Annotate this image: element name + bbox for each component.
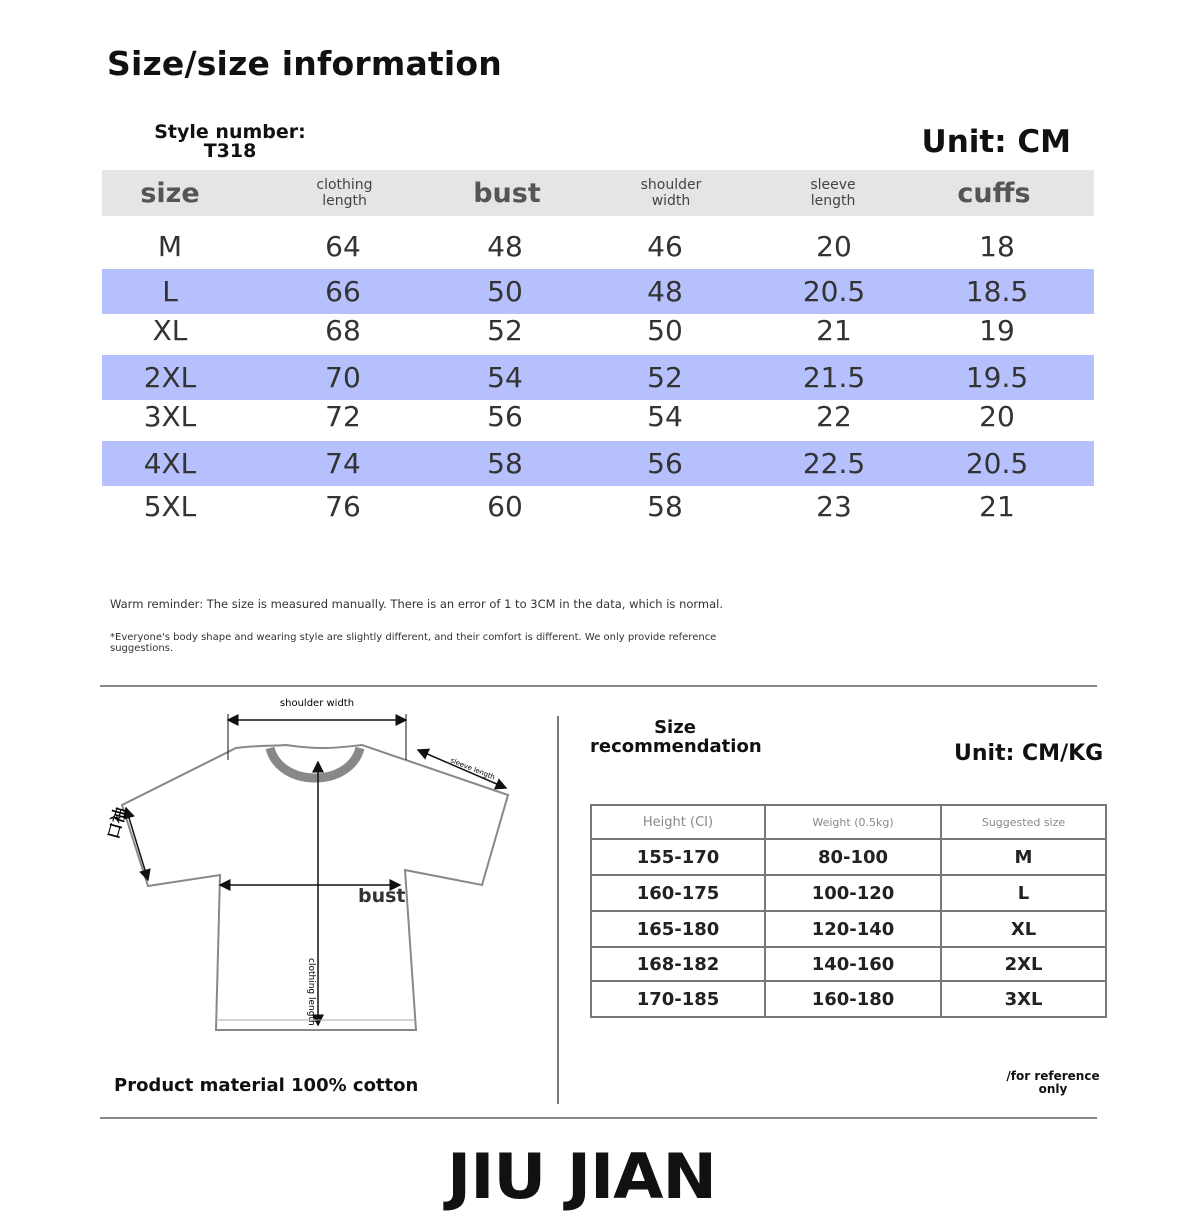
size-cell: 22.5: [802, 447, 866, 480]
clothing-length-label: clothing length: [306, 958, 316, 1026]
header-height: Height (CI): [591, 805, 765, 839]
size-cell: 18: [979, 230, 1015, 263]
size-cell: 21: [816, 313, 852, 347]
recommendation-row: [591, 981, 1106, 1017]
style-number-label: Style number:: [154, 121, 306, 143]
warm-reminder: Warm reminder: The size is measured manually. There is an error of 1 to 3CM in the data, which is normal.: [110, 597, 724, 611]
size-cell: 22: [816, 399, 852, 433]
size-cell: 18.5: [965, 275, 1029, 308]
recommendation-cell: 3XL: [941, 981, 1106, 1017]
header-shoulder-width: shoulder width: [640, 177, 702, 209]
header-cuffs: cuffs: [957, 177, 1031, 209]
recommendation-unit: Unit: CM/KG: [954, 741, 1104, 766]
recommendation-cell: 170-185: [591, 981, 765, 1017]
recommendation-cell: 80-100: [765, 839, 941, 875]
size-cell: 19.5: [965, 361, 1029, 394]
recommendation-title: Size recommendation: [590, 717, 762, 757]
size-cell: 58: [487, 447, 523, 480]
size-cell: 4XL: [143, 447, 197, 480]
recommendation-cell: 160-175: [591, 875, 765, 911]
recommendation-body: [591, 839, 1106, 1017]
header-weight: Weight (0.5kg): [765, 805, 941, 839]
size-cell: 48: [487, 230, 523, 263]
recommendation-cell: L: [941, 875, 1106, 911]
recommendation-cell: 165-180: [591, 911, 765, 947]
tshirt-diagram: [103, 690, 530, 1040]
divider-top: [100, 685, 1097, 687]
size-cell: 54: [647, 399, 683, 433]
recommendation-cell: M: [941, 839, 1106, 875]
size-row: [102, 224, 1094, 269]
size-cell: 60: [487, 490, 523, 523]
size-cell: M: [157, 230, 183, 263]
divider-vertical: [557, 716, 559, 1104]
recommendation-table: [590, 804, 1107, 1018]
header-sleeve-length: sleeve length: [810, 177, 856, 209]
size-cell: XL: [152, 313, 188, 347]
header-bust: bust: [473, 177, 541, 209]
size-row: [102, 484, 1094, 529]
size-cell: 50: [647, 313, 683, 347]
size-row: [102, 398, 1094, 434]
size-cell: 21.5: [802, 361, 866, 394]
bust-label: bust: [358, 885, 406, 907]
recommendation-header: [591, 805, 1106, 839]
size-cell: 70: [325, 361, 361, 394]
recommendation-cell: 120-140: [765, 911, 941, 947]
reference-note: /for reference only: [1006, 1069, 1100, 1096]
style-number-value: T318: [203, 140, 257, 162]
recommendation-row: [591, 911, 1106, 947]
size-cell: 23: [816, 490, 852, 523]
size-cell: 74: [325, 447, 361, 480]
recommendation-cell: 155-170: [591, 839, 765, 875]
recommendation-cell: 140-160: [765, 947, 941, 981]
size-row: [102, 441, 1094, 486]
style-number: [135, 123, 325, 161]
size-cell: 19: [979, 313, 1015, 347]
size-cell: 52: [487, 313, 523, 347]
recommendation-row: [591, 839, 1106, 875]
size-cell: 50: [487, 275, 523, 308]
size-cell: 76: [325, 490, 361, 523]
recommendation-row: [591, 947, 1106, 981]
size-row: [102, 269, 1094, 314]
size-cell: 54: [487, 361, 523, 394]
divider-bottom: [100, 1117, 1097, 1119]
size-table-header: [102, 170, 1094, 216]
cuff-label: 口袖: [103, 805, 131, 842]
size-row: [102, 312, 1094, 348]
size-cell: 72: [325, 399, 361, 433]
size-cell: 64: [325, 230, 361, 263]
size-cell: 21: [979, 490, 1015, 523]
size-cell: 20: [816, 230, 852, 263]
size-cell: 58: [647, 490, 683, 523]
size-cell: 56: [647, 447, 683, 480]
size-cell: 3XL: [143, 399, 197, 433]
size-table: [102, 170, 1094, 536]
size-cell: L: [162, 275, 178, 308]
size-cell: 52: [647, 361, 683, 394]
size-cell: 66: [325, 275, 361, 308]
size-cell: 20.5: [965, 447, 1029, 480]
sleeve-length-label: sleeve length: [449, 756, 497, 782]
size-cell: 5XL: [143, 490, 197, 523]
recommendation-cell: 160-180: [765, 981, 941, 1017]
size-table-body: [102, 216, 1094, 536]
size-cell: 2XL: [143, 361, 197, 394]
recommendation-cell: 2XL: [941, 947, 1106, 981]
size-cell: 46: [647, 230, 683, 263]
recommendation-cell: 100-120: [765, 875, 941, 911]
header-suggested-size: Suggested size: [941, 805, 1106, 839]
size-cell: 48: [647, 275, 683, 308]
header-size: size: [140, 177, 200, 209]
recommendation-row: [591, 875, 1106, 911]
header-clothing-length: clothing length: [316, 177, 373, 209]
size-cell: 56: [487, 399, 523, 433]
body-shape-note: *Everyone's body shape and wearing style are slightly different, and their comfort is different. We only provide reference suggestions.: [110, 632, 717, 654]
material-note: Product material 100% cotton: [114, 1075, 419, 1096]
page-title: Size/size information: [107, 44, 502, 83]
size-cell: 20: [979, 399, 1015, 433]
brand-logo: JIU JIAN: [447, 1140, 716, 1213]
size-cell: 20.5: [802, 275, 866, 308]
unit-label: Unit: CM: [921, 124, 1071, 160]
recommendation-cell: 168-182: [591, 947, 765, 981]
size-cell: 68: [325, 313, 361, 347]
shoulder-width-label: shoulder width: [279, 698, 355, 709]
size-row: [102, 355, 1094, 400]
recommendation-cell: XL: [941, 911, 1106, 947]
